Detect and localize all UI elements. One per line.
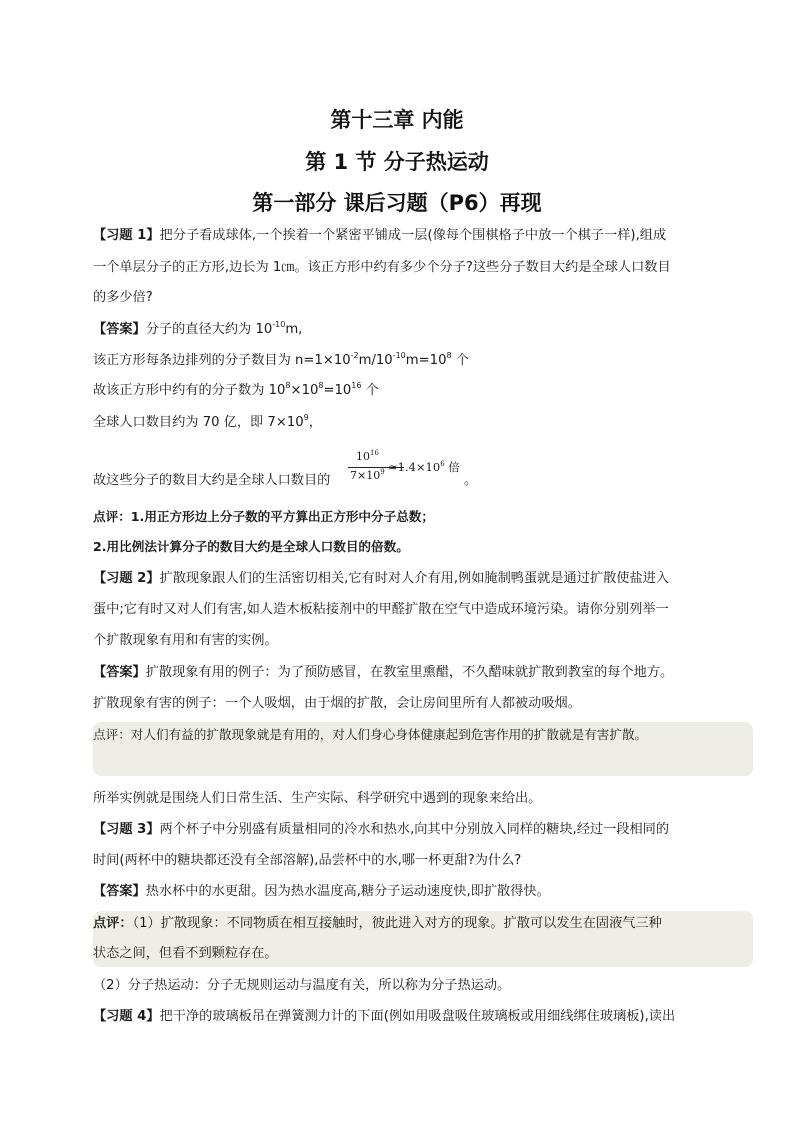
answer-label: 【答案】 xyxy=(93,884,146,899)
exercise-3-line-2: 时间(两杯中的糖块都还没有全部溶解),品尝杯中的水,哪一杯更甜?为什么? xyxy=(93,853,522,868)
fraction-denominator: $7\times 10^9$ xyxy=(350,468,385,482)
note-3-line-3: （2）分子热运动：分子无规则运动与温度有关，所以称为分子热运动。 xyxy=(93,978,511,993)
note-3-label: 点评： xyxy=(93,916,133,931)
note-3-line-1: 点评：（1）扩散现象：不同物质在相互接触时，彼此进入对方的现象。扩散可以发生在固液气三种 xyxy=(93,916,662,931)
answer-1-line-2: 该正方形每条边排列的分子数目为 $n=1\times 10^{-2}m/10^{-10}m=10^8$ 个 xyxy=(93,351,469,368)
note-2-extra: 所举实例就是围绕人们日常生活、生产实际、科学研究中遇到的现象来给出。 xyxy=(93,791,542,806)
exercise-1-line-2: 一个单层分子的正方形,边长为 1㎝。该正方形中约有多少个分子?这些分子数目大约是全球人口数目 xyxy=(93,260,671,275)
part-title: 第一部分 课后习题（P6）再现 xyxy=(252,191,542,215)
answer-1-line-4: 全球人口数目约为 70 亿，即 $7\times 10^9$， xyxy=(93,413,322,430)
exercise-2-line-3: 个扩散现象有用和有害的实例。 xyxy=(93,633,278,648)
answer-1-line-5: 故这些分子的数目大约是全球人口数目的 xyxy=(93,473,331,488)
answer-1-line-3: 故该正方形中约有的分子数为 $10^8\times 10^8=10^{16}$ 个 xyxy=(93,381,379,398)
exercise-1-line-1: 【习题 1】把分子看成球体,一个挨着一个紧密平铺成一层(像每个围棋格子中放一个棋子一样),组成 xyxy=(93,228,667,243)
note-1-line-2: 2.用比例法计算分子的数目大约是全球人口数目的倍数。 xyxy=(93,539,409,554)
exercise-1-line-3: 的多少倍? xyxy=(93,290,153,305)
exercise-2-line-2: 蛋中;它有时又对人们有害,如人造木板粘接剂中的甲醛扩散在空气中造成环境污染。请你分别列举一 xyxy=(93,602,669,617)
exercise-4-line-1: 【习题 4】把干净的玻璃板吊在弹簧测力计的下面(例如用吸盘吸住玻璃板或用细线绑住玻璃板),读出 xyxy=(93,1009,676,1024)
exercise-2-line-1: 【习题 2】扩散现象跟人们的生活密切相关,它有时对人介有用,例如腌制鸭蛋就是通过扩散使盐进入 xyxy=(93,571,670,586)
section-title: 第 1 节 分子热运动 xyxy=(305,150,489,174)
chapter-title: 第十三章 内能 xyxy=(330,108,464,132)
exercise-1-label: 【习题 1】 xyxy=(93,228,160,243)
ratio-approximation: $\approx 1.4\times 10^6$ 倍 xyxy=(388,460,460,474)
answer-1-period: 。 xyxy=(464,473,478,488)
answer-2-line-2: 扩散现象有害的例子：一个人吸烟，由于烟的扩散，会让房间里所有人都被动吸烟。 xyxy=(93,696,581,711)
answer-1-line-1: 【答案】分子的直径大约为 $10^{-10}m$, xyxy=(93,320,303,337)
exercise-3-line-1: 【习题 3】两个杯子中分别盛有质量相同的冷水和热水,向其中分别放入同样的糖块,经过一段相同的 xyxy=(93,822,670,837)
exercise-2-label: 【习题 2】 xyxy=(93,571,160,586)
fraction-numerator: $10^{16}$ xyxy=(356,449,379,463)
answer-2-line-1: 【答案】扩散现象有用的例子：为了预防感冒，在教室里熏醋，不久醋味就扩散到教室的每个地方。 xyxy=(93,665,674,680)
note-2-text: 点评：对人们有益的扩散现象就是有用的，对人们身心身体健康起到危害作用的扩散就是有害扩散。 xyxy=(93,727,648,742)
note-1-line-1: 点评：1.用正方形边上分子数的平方算出正方形中分子总数； xyxy=(93,509,434,524)
answer-label: 【答案】 xyxy=(93,665,146,680)
answer-label: 【答案】 xyxy=(93,322,146,337)
exercise-3-label: 【习题 3】 xyxy=(93,822,160,837)
answer-3-line-1: 【答案】热水杯中的水更甜。因为热水温度高,糖分子运动速度快,即扩散得快。 xyxy=(93,884,550,899)
exercise-4-label: 【习题 4】 xyxy=(93,1009,160,1024)
note-3-line-2: 状态之间，但看不到颗粒存在。 xyxy=(93,946,278,961)
